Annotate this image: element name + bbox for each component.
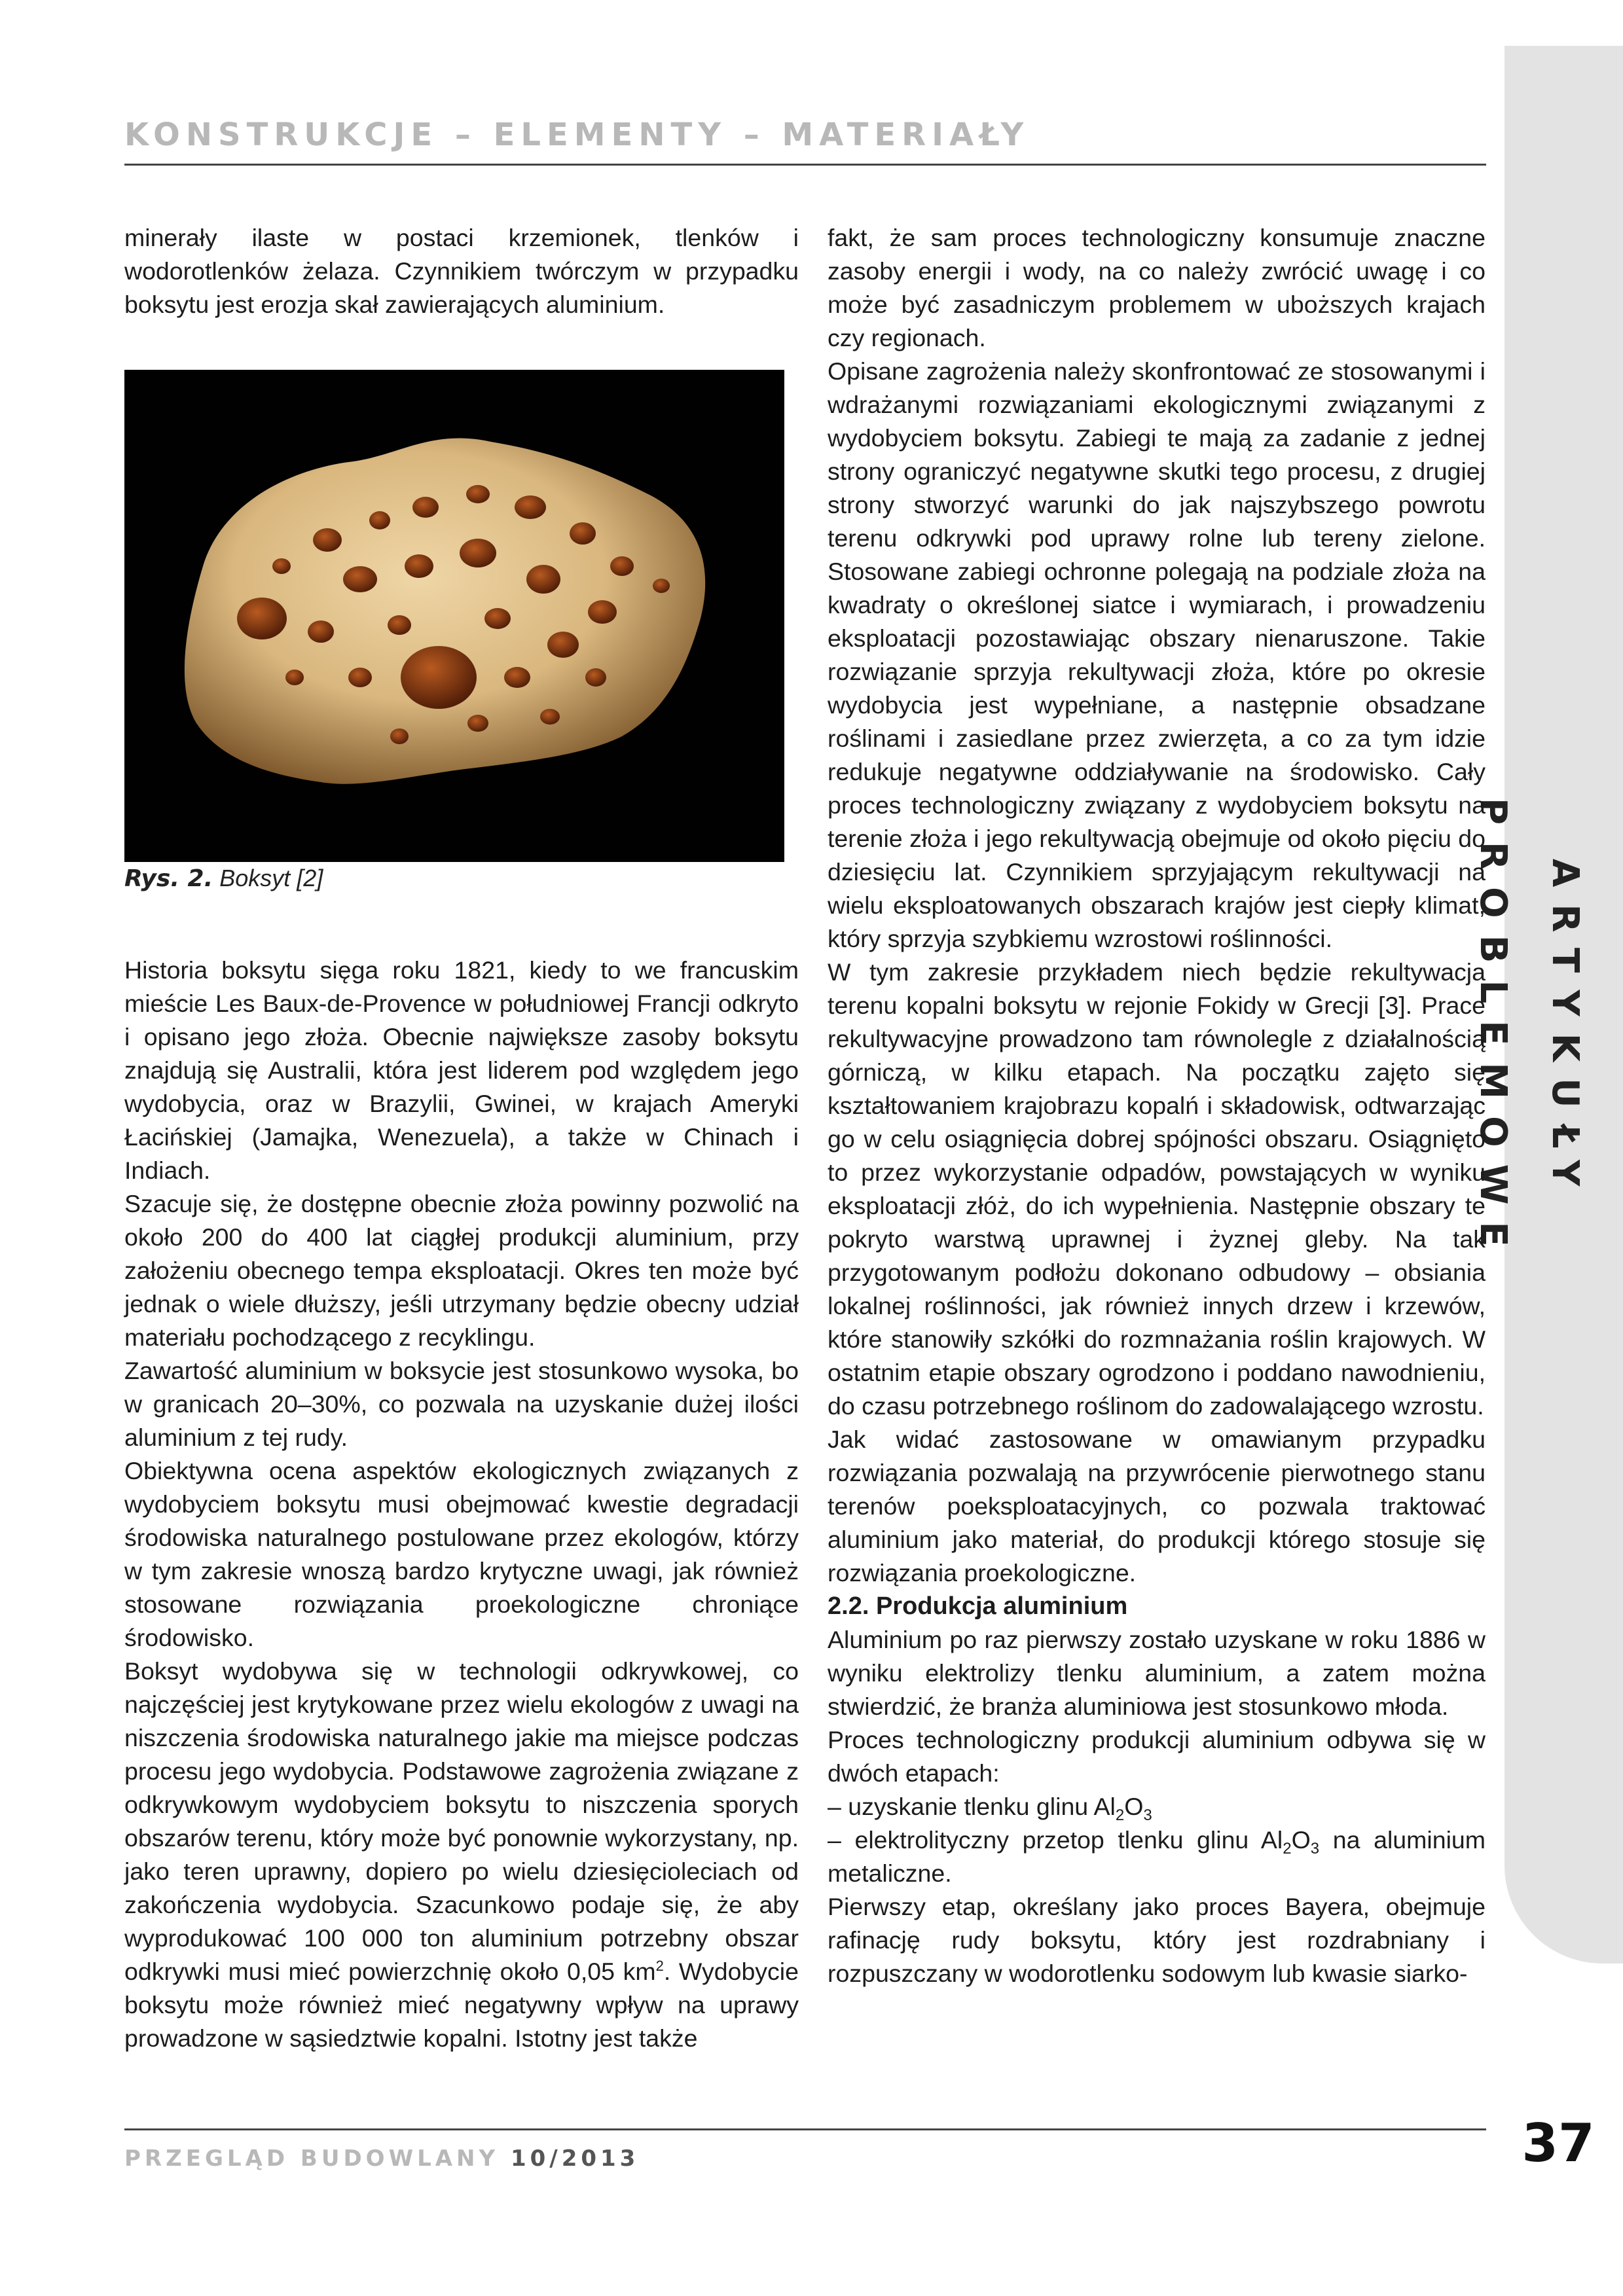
subscript: 3 — [1310, 1840, 1320, 1857]
superscript-2: 2 — [655, 1958, 664, 1974]
side-tab-label: ARTYKUŁY PROBLEMOWE — [1472, 798, 1586, 1264]
intro-paragraph: minerały ilaste w postaci krzemionek, tlenków i wodorotlenków żelaza. Czynnikiem twórczym w przypadku boksytu jest erozja skał zawierających aluminium. — [124, 224, 799, 318]
list-item-text: na aluminium metaliczne. — [828, 1826, 1486, 1887]
paragraph-resources: fakt, że sam proces technologiczny konsumuje znaczne zasoby energii i wody, na co należy zwrócić uwagę i co może być zasadniczym problemem w uboższych krajach czy regionach. — [828, 224, 1486, 351]
subscript: 2 — [1283, 1840, 1292, 1857]
paragraph-process-stages: Proces technologiczny produkcji aluminium odbywa się w dwóch etapach: — [828, 1726, 1486, 1787]
bauxite-rock-image — [124, 370, 784, 862]
list-item-text: O — [1124, 1793, 1144, 1820]
footer-publication: PRZEGLĄD BUDOWLANY — [124, 2145, 511, 2172]
paragraph-open-pit-tail: . Wydobycie boksytu może również mieć negatywny wpływ na uprawy prowadzone w sąsiedztwie kopalni. Istotny jest także — [124, 1958, 799, 2052]
figure-caption-label: Rys. 2. — [124, 865, 213, 892]
paragraph-open-pit-text: Boksyt wydobywa się w technologii odkrywkowej, co najczęściej jest krytykowane przez wielu ekologów z uwagi na niszczenia środowiska naturalnego jakie ma miejsce podczas procesu jego wydobycia. Podstawowe zagrożenia związane z odkrywkowym wydobyciem boksytu to niszczenia sporych obszarów terenu, który może być ponownie wykorzystany, np. jako teren uprawny, dopiero po wielu dziesięcioleciach od zakończenia wydobycia. Szacunkowo podaje się, że aby wyprodukować 100 000 ton aluminium potrzebny obszar odkrywki musi mieć powierzchnię około 0,05 km — [124, 1657, 799, 1985]
paragraph-greece: W tym zakresie przykładem niech będzie rekultywacja terenu kopalni boksytu w rejonie Fokidy w Grecji [3]. Prace rekultywacyjne prowadzono tam równolegle z działalnością górniczą, w kilku etapach. Na początku zajęto się kształtowaniem krajobrazu kopalń i składowisk, odtwarzając go w celu osiągnięcia dobrej spójności obszaru. Osiągnięto to przez wykorzystanie odpadów, powstających w wyniku eksploatacji złóż, do ich wypełnienia. Następnie obszary te pokryto warstwą uprawnej i żyznej gleby. Na tak przygotowanym podłożu dokonano odbudowy – obsiania lokalnej roślinności, jak również innych drzew i krzewów, które stanowiły szkółki do rozmnażania roślin krajowych. W ostatnim etapie obszary ogrodzono i poddano nawodnieniu, do czasu potrzebnego roślinom do zadowalającego wzrostu. — [828, 958, 1486, 1420]
footer — [124, 2145, 639, 2172]
paragraph-reserves: Szacuje się, że dostępne obecnie złoża powinny pozwolić na około 200 do 400 lat ciągłej produkcji aluminium, przy założeniu obecnego tempa eksploatacji. Okres ten może być jednak o wiele dłuższy, jeśli utrzymany będzie obecny udział materiału pochodzącego z recyklingu. — [124, 1190, 799, 1351]
paragraph-bayer: Pierwszy etap, określany jako proces Bayera, obejmuje rafinację rudy boksytu, który jest rozdrabniany i rozpuszczany w wodorotlenku sodowym lub kwasie siarko- — [828, 1893, 1486, 1987]
footer-issue: 10/2013 — [510, 2145, 640, 2172]
section-heading: 2.2. Produkcja aluminium — [828, 1592, 1128, 1620]
paragraph-open-pit — [124, 1655, 799, 2055]
left-column — [124, 221, 799, 2055]
figure-bauxite-photo — [124, 370, 784, 862]
figure-caption-text: Boksyt [2] — [219, 865, 323, 891]
paragraph-solutions: Opisane zagrożenia należy skonfrontować ze stosowanymi i wdrażanymi rozwiązaniami ekologicznymi związanymi z wydobyciem boksytu. Zabiegi te mają za zadanie z jednej strony ograniczyć negatywne skutki tego procesu, z drugiej strony stworzyć warunki do jak najszybszego powrotu terenu odkrywki pod uprawy rolne lub tereny zielone. Stosowane zabiegi ochronne polegają na podziale złoża na kwadraty o określonej siatce i wymiarach, i prowadzeniu eksploatacji pozostawiając obszary nienaruszone. Takie rozwiązanie sprzyja rekultywacji złoża, które po okresie wydobycia jest wypełniane, a następnie obsadzane roślinami i zasiedlane przez zwierzęta, a co za tym idzie redukuje negatywne oddziaływanie na środowisko. Cały proces technologiczny związany z wydobyciem boksytu na terenie złoża i jego rekultywacją obejmuje od około pięciu do dziesięciu lat. Czynnikiem sprzyjającym rekultywacji na wielu eksploatowanych obszarach krajów jest ciepły klimat, który sprzyja szybkiemu wzrostowi roślinności. — [828, 357, 1486, 952]
right-column — [828, 221, 1486, 1990]
header-rule — [124, 164, 1486, 166]
list-item-text: O — [1291, 1826, 1311, 1854]
paragraph-conclusion: Jak widać zastosowane w omawianym przypadku rozwiązania pozwalają na przywrócenie pierwotnego stanu terenów poeksploatacyjnych, co pozwala traktować aluminium jako materiał, do produkcji którego stosuje się rozwiązania proekologiczne. — [828, 1426, 1486, 1587]
subscript: 3 — [1143, 1806, 1152, 1824]
list-item-text: – elektrolityczny przetop tlenku glinu Al — [828, 1826, 1283, 1854]
page-number: 37 — [1522, 2113, 1595, 2174]
footer-rule — [124, 2128, 1486, 2130]
subscript: 2 — [1115, 1806, 1125, 1824]
running-header: KONSTRUKCJE – ELEMENTY – MATERIAŁY — [124, 117, 1030, 153]
paragraph-content: Zawartość aluminium w boksycie jest stosunkowo wysoka, bo w granicach 20–30%, co pozwala na uzyskanie dużej ilości aluminium z tej rudy. — [124, 1357, 799, 1451]
list-item-text: – uzyskanie tlenku glinu Al — [828, 1793, 1116, 1820]
list-item — [828, 1823, 1486, 1890]
paragraph-ecology: Obiektywna ocena aspektów ekologicznych związanych z wydobyciem boksytu musi obejmować kwestie degradacji środowiska naturalnego postulowane przez ekologów, którzy w tym zakresie wnoszą bardzo krytyczne uwagi, jak również stosowane rozwiązania proekologiczne chroniące środowisko. — [124, 1457, 799, 1651]
figure-caption — [124, 862, 799, 895]
paragraph-history-aluminium: Aluminium po raz pierwszy zostało uzyskane w roku 1886 w wyniku elektrolizy tlenku aluminium, a zatem można stwierdzić, że branża aluminiowa jest stosunkowo młoda. — [828, 1626, 1486, 1720]
list-item — [828, 1790, 1486, 1823]
paragraph-history: Historia boksytu sięga roku 1821, kiedy to we francuskim mieście Les Baux-de-Provence w południowej Francji odkryto i opisano jego złoża. Obecnie największe zasoby boksytu znajdują się Australii, która jest liderem pod względem jego wydobycia, oraz w Brazylii, Gwinei, w krajach Ameryki Łacińskiej (Jamajka, Wenezuela), a także w Chinach i Indiach. — [124, 956, 799, 1184]
